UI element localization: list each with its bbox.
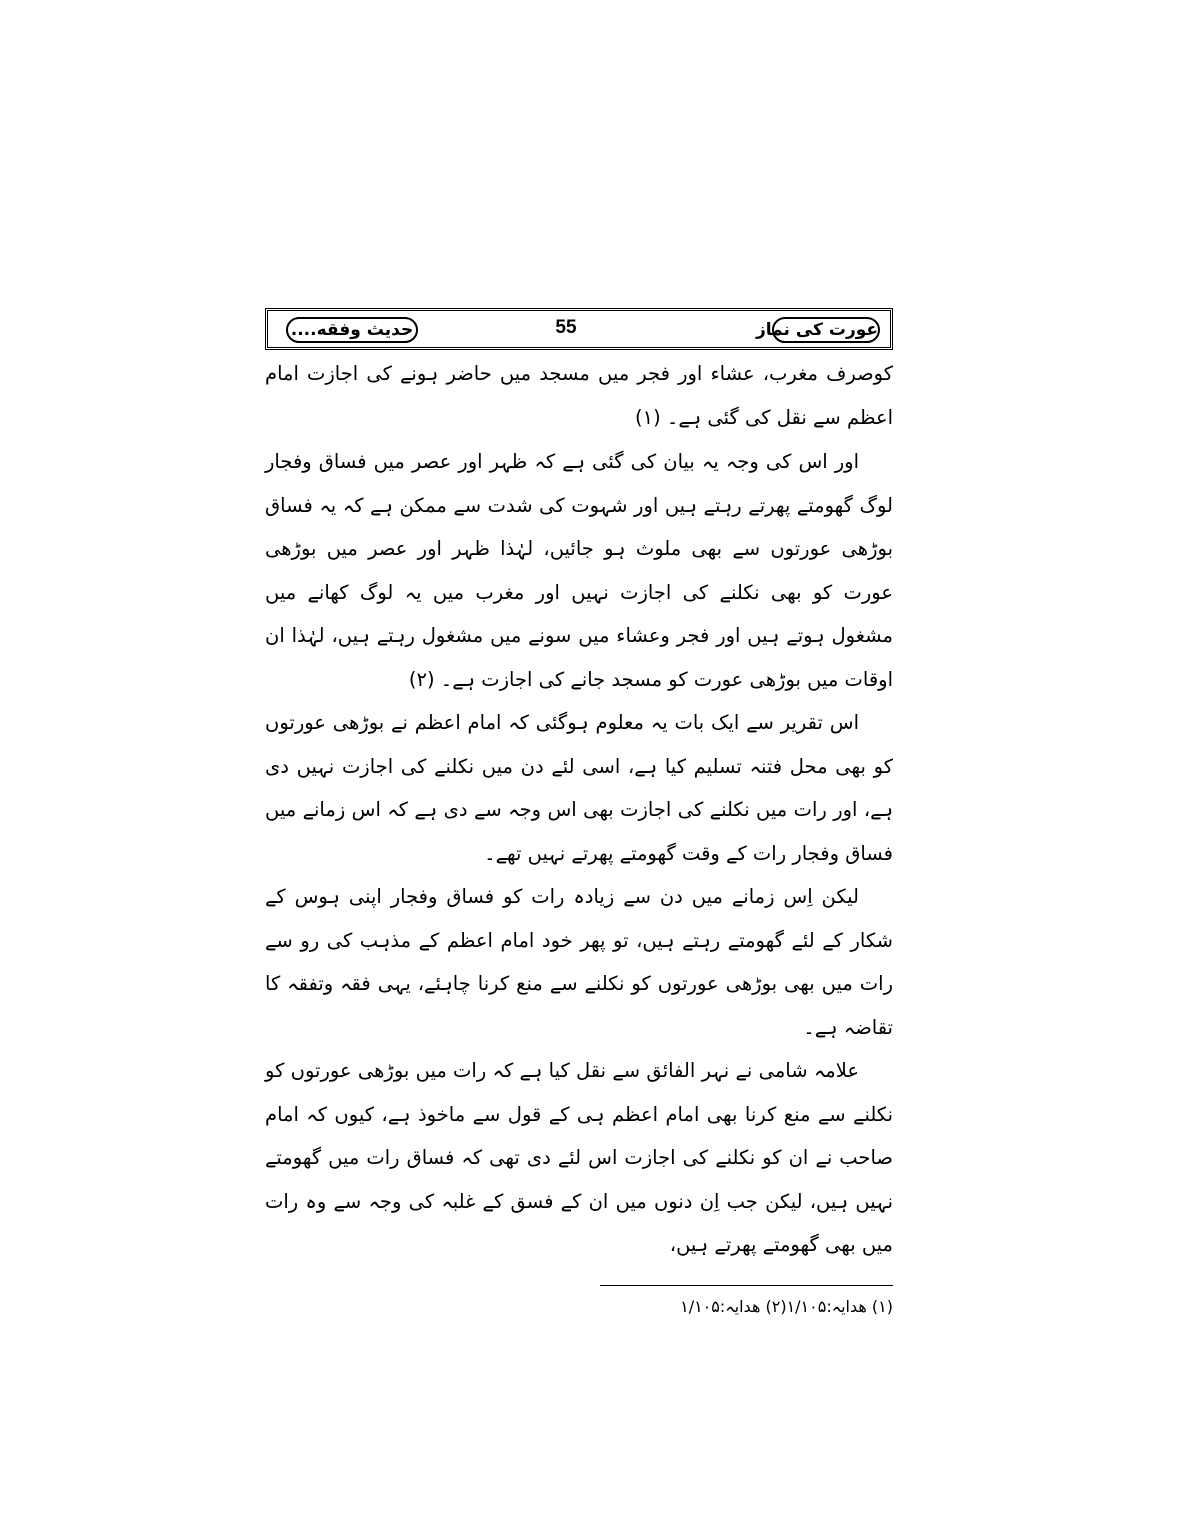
section-title-badge: حدیث وفقه.... — [286, 317, 418, 343]
paragraph: علامہ شامی نے نہر الفائق سے نقل کیا ہے کہ رات میں بوڑھی عورتوں کو نکلنے سے منع کرنا بھی امام اعظم ہی کے قول سے ماخوذ ہے، کیوں کہ امام صاحب نے ان کو نکلنے کی اجازت اس لئے دی تھی کہ فساق رات میں گھومتے نہیں ہیں، لیکن جب اِن دنوں میں ان کے فسق کے غلبہ کی وجہ سے وہ رات میں بھی گھومتے پھرتے ہیں، — [265, 1059, 893, 1256]
paragraph: اور اس کی وجہ یہ بیان کی گئی ہے کہ ظہر اور عصر میں فساق وفجار لوگ گھومتے پھرتے رہتے ہیں اور شہوت کی شدت سے ممکن ہے کہ یہ فساق بوڑھی عورتوں سے بھی ملوث ہو جائیں، لہٰذا ظہر اور عصر میں بوڑھی عورت کو بھی نکلنے کی اجازت نہیں اور مغرب میں یہ لوگ کھانے میں مشغول ہوتے ہیں اور فجر وعشاء میں سونے میں مشغول رہتے ہیں، لہٰذا ان اوقات میں بوڑھی عورت کو مسجد جانے کی اجازت ہے۔ (۲) — [265, 450, 893, 691]
footnote-divider — [600, 1285, 893, 1286]
body-text — [265, 352, 893, 1267]
page-number: 55 — [555, 317, 577, 338]
paragraph-continuation: کوصرف مغرب، عشاء اور فجر میں مسجد میں حاضر ہونے کی اجازت امام اعظم سے نقل کی گئی ہے۔ (۱) — [265, 362, 893, 429]
paragraph: اس تقریر سے ایک بات یہ معلوم ہوگئی کہ امام اعظم نے بوڑھی عورتوں کو بھی محل فتنہ تسلیم کیا ہے، اسی لئے دن میں نکلنے کی اجازت نہیں دی ہے، اور رات میں نکلنے کی اجازت بھی اس وجہ سے دی ہے کہ اس زمانے میں فساق وفجار رات کے وقت گھومتے پھرتے نہیں تھے۔ — [265, 711, 893, 865]
book-title-badge: عورت کی نماز — [772, 317, 880, 343]
page-header — [265, 308, 893, 350]
footnote: (۱) هدایہ:۱/۱۰۵(۲) هدایہ:۱/۱۰۵ — [680, 1297, 893, 1316]
paragraph: لیکن اِس زمانے میں دن سے زیادہ رات کو فساق وفجار اپنی ہوس کے شکار کے لئے گھومتے رہتے ہیں، تو پھر خود امام اعظم کے مذہب کی رو سے رات میں بھی بوڑھی عورتوں کو نکلنے سے منع کرنا چاہئے، یہی فقہ وتفقہ کا تقاضہ ہے۔ — [265, 885, 893, 1039]
